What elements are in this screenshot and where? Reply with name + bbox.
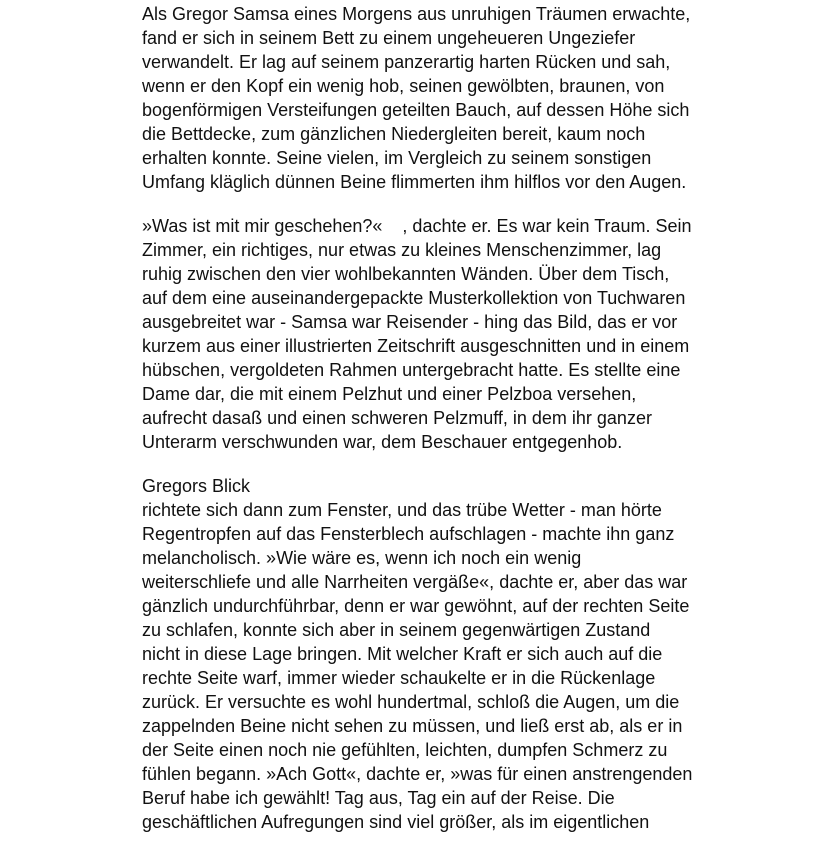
text-line: zappelnden Beine nicht sehen zu müssen, und ließ erst ab, als er in: [142, 716, 683, 736]
text-line: gänzlich undurchführbar, denn er war gewöhnt, auf der rechten Seite: [142, 596, 690, 616]
paragraph-1: [142, 2, 782, 194]
text-line: bogenförmigen Versteifungen geteilten Bauch, auf dessen Höhe sich: [142, 100, 690, 120]
text-line: fühlen begann. »Ach Gott«, dachte er, »was für einen anstrengenden: [142, 764, 693, 784]
document-body: [142, 0, 782, 834]
text-line: aufrecht dasaß und einen schweren Pelzmuff, in dem ihr ganzer: [142, 408, 652, 428]
text-line: verwandelt. Er lag auf seinem panzerartig harten Rücken und sah,: [142, 52, 671, 72]
text-line: Als Gregor Samsa eines Morgens aus unruhigen Träumen erwachte,: [142, 4, 691, 24]
paragraph-gap: [142, 194, 782, 214]
text-line: wenn er den Kopf ein wenig hob, seinen gewölbten, braunen, von: [142, 76, 665, 96]
text-line: »Was ist mit mir geschehen?« , dachte er. Es war kein Traum. Sein: [142, 216, 692, 236]
text-line: Unterarm verschwunden war, dem Beschauer entgegenhob.: [142, 432, 623, 452]
text-line: Beruf habe ich gewählt! Tag aus, Tag ein auf der Reise. Die: [142, 788, 615, 808]
paragraph-3: [142, 474, 782, 834]
text-line: fand er sich in seinem Bett zu einem ungeheueren Ungeziefer: [142, 28, 636, 48]
text-line: nicht in diese Lage bringen. Mit welcher Kraft er sich auch auf die: [142, 644, 663, 664]
text-line: Regentropfen auf das Fensterblech aufschlagen - machte ihn ganz: [142, 524, 675, 544]
text-line: Zimmer, ein richtiges, nur etwas zu kleines Menschenzimmer, lag: [142, 240, 662, 260]
text-line: zu schlafen, konnte sich aber in seinem gegenwärtigen Zustand: [142, 620, 651, 640]
text-line: erhalten konnte. Seine vielen, im Vergleich zu seinem sonstigen: [142, 148, 652, 168]
text-line: kurzem aus einer illustrierten Zeitschrift ausgeschnitten und in einem: [142, 336, 690, 356]
text-line: die Bettdecke, zum gänzlichen Niedergleiten bereit, kaum noch: [142, 124, 646, 144]
text-line: melancholisch. »Wie wäre es, wenn ich noch ein wenig: [142, 548, 582, 568]
text-line: geschäftlichen Aufregungen sind viel größer, als im eigentlichen: [142, 812, 650, 832]
text-line: auf dem eine auseinandergepackte Musterkollektion von Tuchwaren: [142, 288, 686, 308]
text-line: richtete sich dann zum Fenster, und das trübe Wetter - man hörte: [142, 500, 662, 520]
text-line: ausgebreitet war - Samsa war Reisender - hing das Bild, das er vor: [142, 312, 678, 332]
text-line: Gregors Blick: [142, 476, 251, 496]
paragraph-2: [142, 214, 782, 454]
text-line: weiterschliefe und alle Narrheiten vergäße«, dachte er, aber das war: [142, 572, 688, 592]
text-line: zurück. Er versuchte es wohl hundertmal, schloß die Augen, um die: [142, 692, 680, 712]
paragraph-gap: [142, 454, 782, 474]
text-line: Dame dar, die mit einem Pelzhut und einer Pelzboa versehen,: [142, 384, 637, 404]
text-line: Umfang kläglich dünnen Beine flimmerten ihm hilflos vor den Augen.: [142, 172, 687, 192]
text-line: ruhig zwischen den vier wohlbekannten Wänden. Über dem Tisch,: [142, 264, 670, 284]
text-line: hübschen, vergoldeten Rahmen untergebracht hatte. Es stellte eine: [142, 360, 681, 380]
text-line: rechte Seite warf, immer wieder schaukelte er in die Rückenlage: [142, 668, 656, 688]
text-line: der Seite einen noch nie gefühlten, leichten, dumpfen Schmerz zu: [142, 740, 668, 760]
